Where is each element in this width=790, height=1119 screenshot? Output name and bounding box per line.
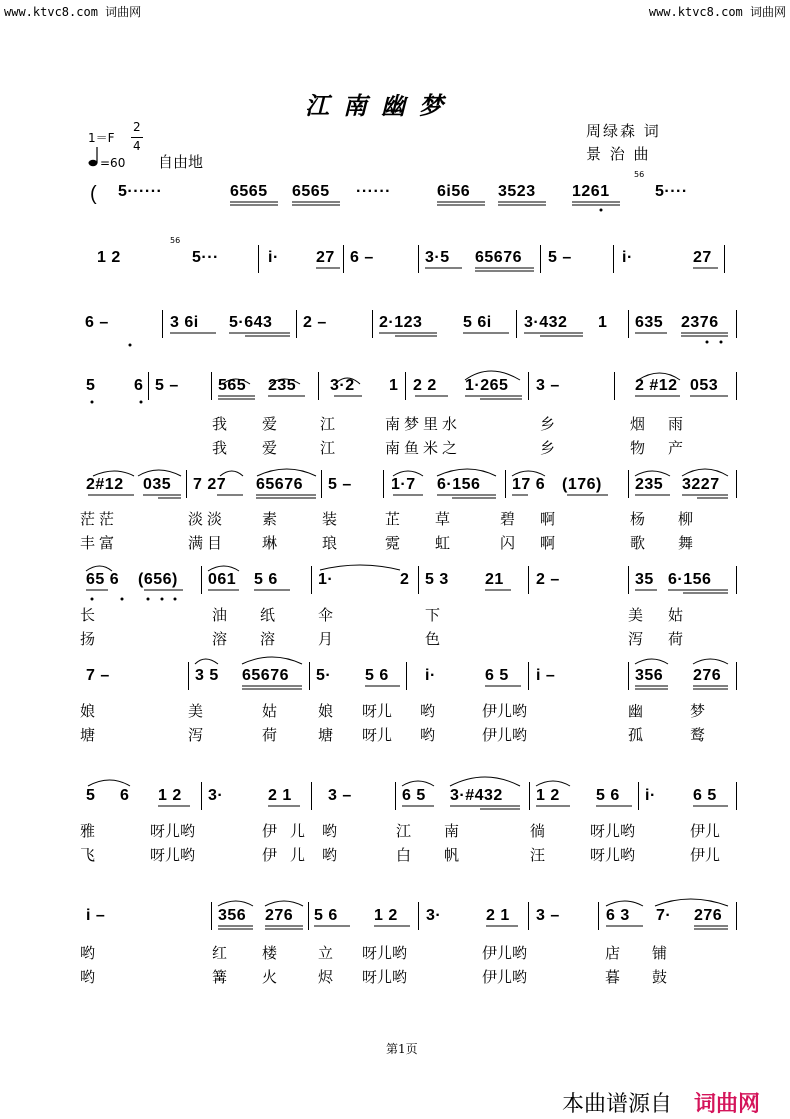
expression-marking: 自由地 [158, 153, 204, 171]
barline [321, 470, 322, 498]
notation-group: 7 27 [193, 476, 227, 493]
lyric-verse1: 雨 [668, 415, 684, 433]
barline [258, 245, 259, 273]
lyric-verse1: 徜 [530, 822, 546, 840]
notation-group: 035 [143, 476, 172, 493]
lyric-verse1: 铺 [652, 944, 668, 962]
lyric-verse1: 店 [605, 944, 621, 962]
lyric-verse2: 扬 [80, 630, 96, 648]
notation-group: 3523 [498, 183, 536, 200]
notation-group: 1 2 [536, 787, 560, 804]
lyric-verse2: 啊 [540, 534, 556, 552]
notation-group: 3 – [536, 907, 560, 924]
lyric-verse2: 乡 [540, 439, 556, 457]
barline [505, 470, 506, 498]
lyric-verse1: 伊 [262, 822, 278, 840]
lyric-verse2: 舞 [678, 534, 694, 552]
lyric-verse1: 长 [80, 606, 96, 624]
lyric-verse1: 油 [212, 606, 228, 624]
lyric-verse2: 泻 [188, 726, 204, 744]
notation-group: 5 – [155, 377, 179, 394]
barline [395, 782, 396, 810]
lyric-verse1: 雅 [80, 822, 96, 840]
barline [528, 662, 529, 690]
lyricist-credit: 周绿森 词 [586, 122, 661, 140]
time-signature-top: 2 [133, 120, 141, 134]
notation-group: 1 2 [97, 249, 121, 266]
lyric-verse2: 虹 [435, 534, 451, 552]
barline [418, 902, 419, 930]
barline [529, 782, 530, 810]
notation-group: 6·156 [668, 571, 712, 588]
barline [162, 310, 163, 338]
lyric-verse2: 月 [318, 630, 334, 648]
notation-group: 6 – [350, 249, 374, 266]
notation-group: 27 [316, 249, 335, 266]
notation-group: 2 2 [413, 377, 437, 394]
barline [418, 245, 419, 273]
barline [736, 372, 737, 400]
lyric-verse2: 呀儿 [362, 726, 393, 744]
barline [736, 662, 737, 690]
notation-group: 6 5 [485, 667, 509, 684]
lyric-verse1: 红 [212, 944, 228, 962]
page-number: 第1页 [386, 1042, 418, 1056]
lyric-verse2: 儿 [290, 846, 306, 864]
notation-group: 65676 [242, 667, 289, 684]
notation-group: (176) [562, 476, 602, 493]
barline [311, 782, 312, 810]
lyric-verse1: 娘 [318, 702, 334, 720]
notation-group: i – [86, 907, 106, 924]
watermark-left: www.ktvc8.com 词曲网 [4, 5, 142, 19]
notation-group: 7· [656, 907, 672, 924]
lyric-verse2: 荷 [668, 630, 684, 648]
notation-group: 65676 [256, 476, 303, 493]
lyric-verse2: 伊儿哟 [482, 726, 528, 744]
lyric-verse1: 装 [322, 510, 338, 528]
notation-group: 2376 [681, 314, 719, 331]
lyric-verse2: 帆 [444, 846, 460, 864]
notation-group: 5 6 [596, 787, 620, 804]
lyric-verse2: 我 [212, 439, 228, 457]
barline [598, 902, 599, 930]
notation-group: 1· [318, 571, 334, 588]
barline [308, 902, 309, 930]
notation-group: i· [622, 249, 633, 266]
notation-group: 276 [694, 907, 723, 924]
notation-group: 1·265 [465, 377, 509, 394]
notation-group: 1 2 [158, 787, 182, 804]
barline [405, 372, 406, 400]
lyric-verse1: 杨 [630, 510, 646, 528]
notation-group: i· [425, 667, 436, 684]
notation-group: 3 – [536, 377, 560, 394]
barline [628, 662, 629, 690]
barline [528, 566, 529, 594]
barline [638, 782, 639, 810]
barline [736, 470, 737, 498]
lyric-verse2: 孤 [628, 726, 644, 744]
lyric-verse1: 娘 [80, 702, 96, 720]
notation-group: 2·123 [379, 314, 423, 331]
notation-group: 27 [693, 249, 712, 266]
barline [613, 245, 614, 273]
notation-group: 2 [400, 571, 410, 588]
lyric-verse2: 闪 [500, 534, 516, 552]
lyric-verse1: 素 [262, 510, 278, 528]
lyric-verse1: 爱 [262, 415, 278, 433]
lyric-verse2: 篝 [212, 968, 228, 986]
lyric-verse2: 霓 [385, 534, 401, 552]
barline [372, 310, 373, 338]
notation-group: 6 [120, 787, 130, 804]
lyric-verse2: 溶 [212, 630, 228, 648]
lyric-verse1: 烟 [630, 415, 646, 433]
lyric-verse1: 楼 [262, 944, 278, 962]
notation-group: 635 [635, 314, 664, 331]
notation-group: 3·#432 [450, 787, 503, 804]
notation-group: 5·643 [229, 314, 273, 331]
notation-group: 2 #12 [635, 377, 678, 394]
barline [628, 470, 629, 498]
barline [311, 566, 312, 594]
lyric-verse2: 泻 [628, 630, 644, 648]
lyric-verse2: 呀儿哟 [590, 846, 636, 864]
notation-group: 3·5 [425, 249, 450, 266]
lyric-verse1: 芷 [385, 510, 401, 528]
barline [516, 310, 517, 338]
notation-group: 6 [134, 377, 144, 394]
notation-group: 3·2 [330, 377, 355, 394]
lyric-verse1: 草 [435, 510, 451, 528]
barline [186, 470, 187, 498]
lyric-verse2: 烬 [318, 968, 334, 986]
notation-group: 3·432 [524, 314, 568, 331]
notation-group: 5···· [655, 183, 688, 200]
lyric-verse1: 啊 [540, 510, 556, 528]
notation-group: 1261 [572, 183, 610, 200]
notation-bracket: ( [90, 183, 98, 205]
notation-group: 2 – [303, 314, 327, 331]
notation-group: 061 [208, 571, 237, 588]
notation-group: 053 [690, 377, 719, 394]
barline [296, 310, 297, 338]
grace-notes: 56 [170, 236, 181, 245]
notation-group: 5 6 [254, 571, 278, 588]
time-signature-bottom: 4 [133, 139, 141, 153]
notation-group: 1 2 [374, 907, 398, 924]
notation-group: 276 [693, 667, 722, 684]
lyric-verse2: 伊儿哟 [482, 968, 528, 986]
notation-group: ······ [356, 183, 391, 200]
lyric-verse2: 南鱼米之 [385, 439, 462, 457]
lyric-verse2: 歌 [630, 534, 646, 552]
lyric-verse1: 柳 [678, 510, 694, 528]
composer-credit: 景 治 曲 [586, 145, 651, 163]
barline [343, 245, 344, 273]
lyric-verse1: 伊儿 [690, 822, 721, 840]
notation-group: 5······ [118, 183, 163, 200]
lyric-verse2: 塘 [80, 726, 96, 744]
notation-group: 235 [268, 377, 297, 394]
lyric-verse2: 哟 [80, 968, 96, 986]
lyric-verse2: 飞 [80, 846, 96, 864]
notation-group: 6565 [230, 183, 268, 200]
lyric-verse1: 儿 [290, 822, 306, 840]
lyric-verse1: 南 [444, 822, 460, 840]
barline [201, 566, 202, 594]
barline [540, 245, 541, 273]
barline [211, 902, 212, 930]
song-title: 江南幽梦 [305, 91, 457, 120]
notation-group: 5 – [548, 249, 572, 266]
lyric-verse1: 梦 [690, 702, 706, 720]
lyric-verse2: 鼓 [652, 968, 668, 986]
key-signature: 1＝F [88, 131, 115, 145]
barline [201, 782, 202, 810]
barline [724, 245, 725, 273]
lyric-verse1: 姑 [668, 606, 684, 624]
lyric-verse2: 产 [668, 439, 684, 457]
lyric-verse1: 呀儿哟 [362, 944, 408, 962]
barline [211, 372, 212, 400]
notation-group: 65 6 [86, 571, 120, 588]
lyric-verse2: 鹜 [690, 726, 706, 744]
lyric-verse2: 塘 [318, 726, 334, 744]
source-site-link[interactable]: 词曲网 [694, 1092, 761, 1117]
notation-group: 17 6 [512, 476, 546, 493]
grace-notes: 56 [634, 170, 645, 179]
notation-group: 1·7 [391, 476, 416, 493]
lyric-verse1: 伊儿哟 [482, 944, 528, 962]
notation-group: 356 [218, 907, 247, 924]
notation-group: i· [268, 249, 279, 266]
barline [148, 372, 149, 400]
lyric-verse1: 乡 [540, 415, 556, 433]
lyric-verse2: 哟 [322, 846, 338, 864]
notation-group: 3 5 [195, 667, 219, 684]
lyric-verse2: 呀儿哟 [150, 846, 196, 864]
barline [528, 372, 529, 400]
notation-group: i· [645, 787, 656, 804]
notation-group: 3 6i [170, 314, 199, 331]
lyric-verse2: 伊儿 [690, 846, 721, 864]
barline [406, 662, 407, 690]
notation-group: 6 3 [606, 907, 630, 924]
lyric-verse1: 淡淡 [188, 510, 227, 528]
notation-group: 235 [635, 476, 664, 493]
notation-group: (656) [138, 571, 178, 588]
notation-group: 3· [426, 907, 442, 924]
lyric-verse1: 呀儿哟 [150, 822, 196, 840]
lyric-verse1: 美 [188, 702, 204, 720]
barline [188, 662, 189, 690]
notation-group: i – [536, 667, 556, 684]
lyric-verse1: 纸 [260, 606, 276, 624]
source-label: 本曲谱源自 [562, 1092, 673, 1117]
lyric-verse2: 色 [425, 630, 441, 648]
barline [628, 566, 629, 594]
notation-group: 3 – [328, 787, 352, 804]
lyric-verse2: 哟 [420, 726, 436, 744]
notation-group: 6565 [292, 183, 330, 200]
watermark-right: www.ktvc8.com 词曲网 [648, 5, 786, 19]
notation-group: 6 5 [402, 787, 426, 804]
lyric-verse1: 江 [320, 415, 336, 433]
barline [418, 566, 419, 594]
notation-group: 2 1 [486, 907, 510, 924]
lyric-verse2: 满目 [188, 534, 227, 552]
notation-group: 65676 [475, 249, 522, 266]
lyric-verse1: 美 [628, 606, 644, 624]
notation-group: 3· [208, 787, 224, 804]
lyric-verse1: 碧 [500, 510, 516, 528]
notation-group: 6 – [85, 314, 109, 331]
lyric-verse1: 立 [318, 944, 334, 962]
lyric-verse2: 火 [262, 968, 278, 986]
lyric-verse2: 琅 [322, 534, 338, 552]
notation-group: 5 [86, 787, 96, 804]
barline [614, 372, 615, 400]
barline [318, 372, 319, 400]
lyric-verse1: 伞 [318, 606, 334, 624]
notation-group: 7 – [86, 667, 110, 684]
lyric-verse1: 呀儿 [362, 702, 393, 720]
barline [528, 902, 529, 930]
lyric-verse1: 江 [396, 822, 412, 840]
lyric-verse2: 琳 [262, 534, 278, 552]
notation-group: 5 6 [365, 667, 389, 684]
lyric-verse1: 哟 [420, 702, 436, 720]
notation-group: 2 – [536, 571, 560, 588]
lyric-verse1: 幽 [628, 702, 644, 720]
notation-group: 6 5 [693, 787, 717, 804]
notation-group: 21 [485, 571, 504, 588]
notation-group: 35 [635, 571, 654, 588]
lyric-verse2: 丰富 [80, 534, 119, 552]
lyric-verse2: 荷 [262, 726, 278, 744]
lyric-verse2: 白 [396, 846, 412, 864]
notation-group: 2 1 [268, 787, 292, 804]
lyric-verse1: 哟 [322, 822, 338, 840]
lyric-verse1: 姑 [262, 702, 278, 720]
lyric-verse2: 江 [320, 439, 336, 457]
notation-group: 5 [86, 377, 96, 394]
barline [736, 310, 737, 338]
barline [736, 566, 737, 594]
notation-group: 1 [389, 377, 399, 394]
barline [309, 662, 310, 690]
notation-group: 5 – [328, 476, 352, 493]
lyric-verse2: 暮 [605, 968, 621, 986]
lyric-verse1: 茫茫 [80, 510, 119, 528]
notation-group: 565 [218, 377, 247, 394]
notation-group: 276 [265, 907, 294, 924]
notation-group: 5 6 [314, 907, 338, 924]
lyric-verse1: 呀儿哟 [590, 822, 636, 840]
notation-group: 5 6i [463, 314, 492, 331]
lyric-verse1: 我 [212, 415, 228, 433]
lyric-verse2: 爱 [262, 439, 278, 457]
lyric-verse1: 下 [425, 606, 441, 624]
notation-group: 5··· [192, 249, 219, 266]
notation-group: 6·156 [437, 476, 481, 493]
barline [628, 310, 629, 338]
lyric-verse2: 溶 [260, 630, 276, 648]
notation-group: 2#12 [86, 476, 124, 493]
notation-group: 3227 [682, 476, 720, 493]
barline [383, 470, 384, 498]
barline [736, 902, 737, 930]
notation-group: 6i56 [437, 183, 471, 200]
lyric-verse1: 哟 [80, 944, 96, 962]
lyric-verse1: 南梦里水 [385, 415, 462, 433]
notation-group: 5· [316, 667, 332, 684]
lyric-verse2: 汪 [530, 846, 546, 864]
lyric-verse2: 物 [630, 439, 646, 457]
lyric-verse2: 伊 [262, 846, 278, 864]
notation-group: 5 3 [425, 571, 449, 588]
lyric-verse2: 呀儿哟 [362, 968, 408, 986]
notation-group: 1 [598, 314, 608, 331]
barline [736, 782, 737, 810]
tempo-marking: =60 [100, 156, 126, 170]
lyric-verse1: 伊儿哟 [482, 702, 528, 720]
notation-group: 356 [635, 667, 664, 684]
